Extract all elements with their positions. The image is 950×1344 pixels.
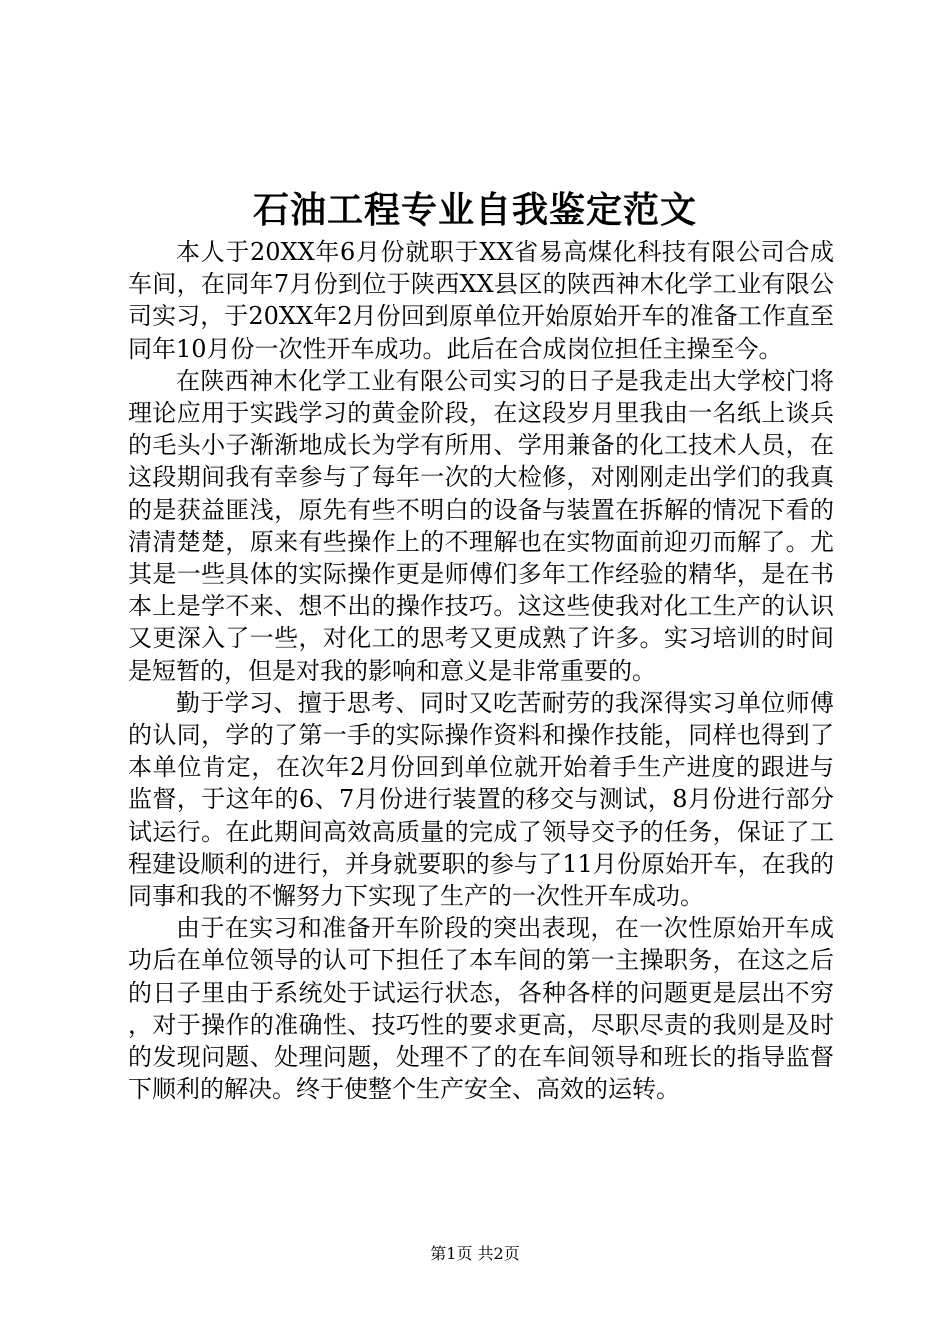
document-body [128,236,834,1105]
paragraph-3: 勤于学习、擅于思考、同时又吃苦耐劳的我深得实习单位师傅的认同，学的了第一手的实际操作资料和操作技能，同样也得到了本单位肯定，在次年2月份回到单位就开始着手生产进度的跟进与监督，于这年的6、7月份进行装置的移交与测试，8月份进行部分试运行。在此期间高效高质量的完成了领导交予的任务，保证了工程建设顺利的进行，并身就要职的参与了11月份原始开车，在我的同事和我的不懈努力下实现了生产的一次性开车成功。 [128,688,834,911]
document-title: 石油工程专业自我鉴定范文 [252,189,697,231]
page-footer: 第1页 共2页 [430,1244,520,1263]
paragraph-2: 在陕西神木化学工业有限公司实习的日子是我走出大学校门将理论应用于实践学习的黄金阶段，在这段岁月里我由一名纸上谈兵的毛头小子渐渐地成长为学有所用、学用兼备的化工技术人员，在这段期间我有幸参与了每年一次的大检修，对刚刚走出学们的我真的是获益匪浅，原先有些不明白的设备与装置在拆解的情况下看的清清楚楚，原来有些操作上的不理解也在实物面前迎刃而解了。尤其是一些具体的实际操作更是师傅们多年工作经验的精华，是在书本上是学不来、想不出的操作技巧。这这些使我对化工生产的认识又更深入了一些，对化工的思考又更成熟了许多。实习培训的时间是短暂的，但是对我的影响和意义是非常重要的。 [128,366,834,685]
paragraph-1: 本人于20XX年6月份就职于XX省易高煤化科技有限公司合成车间，在同年7月份到位于陕西XX县区的陕西神木化学工业有限公司实习，于20XX年2月份回到原单位开始原始开车的准备工作直至同年10月份一次性开车成功。此后在合成岗位担任主操至今。 [128,238,834,363]
paragraph-4: 由于在实习和准备开车阶段的突出表现，在一次性原始开车成功后在单位领导的认可下担任了本车间的第一主操职务，在这之后的日子里由于系统处于试运行状态，各种各样的问题更是层出不穷，对于操作的准确性、技巧性的要求更高，尽职尽责的我则是及时的发现问题、处理问题，处理不了的在车间领导和班长的指导监督下顺利的解决。终于使整个生产安全、高效的运转。 [128,914,834,1104]
